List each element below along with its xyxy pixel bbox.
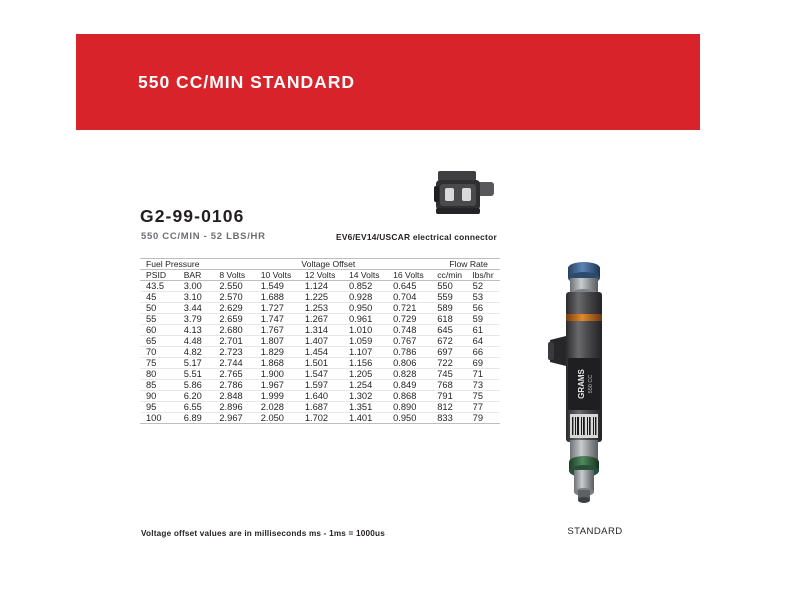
cell-10v: 1.807 <box>261 336 305 347</box>
cell-lbshr: 77 <box>473 402 500 413</box>
column-header-bar: BAR <box>184 270 220 281</box>
cell-lbshr: 59 <box>473 314 500 325</box>
cell-8v: 2.680 <box>219 325 260 336</box>
table-row <box>140 402 500 413</box>
column-header-16-volts: 16 Volts <box>393 270 437 281</box>
cell-8v: 2.629 <box>219 303 260 314</box>
table-row <box>140 303 500 314</box>
cell-16v: 0.806 <box>393 358 437 369</box>
injector-caption: STANDARD <box>567 526 623 537</box>
cell-psid: 75 <box>140 358 184 369</box>
cell-10v: 2.050 <box>261 413 305 424</box>
cell-10v: 1.829 <box>261 347 305 358</box>
cell-ccmin: 833 <box>437 413 472 424</box>
cell-10v: 1.727 <box>261 303 305 314</box>
cell-10v: 1.767 <box>261 325 305 336</box>
cell-lbshr: 56 <box>473 303 500 314</box>
cell-14v: 1.205 <box>349 369 393 380</box>
header-banner <box>76 34 700 130</box>
cell-16v: 0.729 <box>393 314 437 325</box>
cell-8v: 2.786 <box>219 380 260 391</box>
page-title: 550 CC/MIN STANDARD <box>138 72 356 92</box>
cell-lbshr: 69 <box>473 358 500 369</box>
cell-bar: 6.55 <box>184 402 220 413</box>
cell-12v: 1.702 <box>305 413 349 424</box>
injector-connector-icon <box>431 168 497 220</box>
cell-14v: 1.107 <box>349 347 393 358</box>
cell-psid: 90 <box>140 391 184 402</box>
cell-14v: 1.059 <box>349 336 393 347</box>
cell-psid: 100 <box>140 413 184 424</box>
cell-ccmin: 618 <box>437 314 472 325</box>
connector-caption: EV6/EV14/USCAR electrical connector <box>336 232 497 242</box>
cell-14v: 1.156 <box>349 358 393 369</box>
cell-bar: 3.44 <box>184 303 220 314</box>
cell-8v: 2.659 <box>219 314 260 325</box>
cell-bar: 3.00 <box>184 281 220 292</box>
cell-14v: 1.010 <box>349 325 393 336</box>
table-header-row <box>140 270 500 281</box>
cell-16v: 0.950 <box>393 413 437 424</box>
cell-14v: 0.852 <box>349 281 393 292</box>
cell-12v: 1.501 <box>305 358 349 369</box>
table-row <box>140 391 500 402</box>
table-row <box>140 292 500 303</box>
table-row <box>140 369 500 380</box>
cell-14v: 1.351 <box>349 402 393 413</box>
cell-16v: 0.748 <box>393 325 437 336</box>
cell-lbshr: 66 <box>473 347 500 358</box>
cell-16v: 0.704 <box>393 292 437 303</box>
cell-ccmin: 697 <box>437 347 472 358</box>
cell-10v: 1.999 <box>261 391 305 402</box>
column-header-lbs-hr: lbs/hr <box>473 270 500 281</box>
cell-lbshr: 53 <box>473 292 500 303</box>
cell-bar: 6.89 <box>184 413 220 424</box>
cell-16v: 0.828 <box>393 369 437 380</box>
cell-lbshr: 73 <box>473 380 500 391</box>
cell-psid: 80 <box>140 369 184 380</box>
cell-psid: 50 <box>140 303 184 314</box>
cell-psid: 70 <box>140 347 184 358</box>
injector-image <box>540 258 650 520</box>
cell-bar: 6.20 <box>184 391 220 402</box>
cell-10v: 1.900 <box>261 369 305 380</box>
cell-14v: 0.961 <box>349 314 393 325</box>
table-row <box>140 380 500 391</box>
cell-ccmin: 550 <box>437 281 472 292</box>
cell-lbshr: 79 <box>473 413 500 424</box>
cell-16v: 0.645 <box>393 281 437 292</box>
cell-8v: 2.570 <box>219 292 260 303</box>
cell-14v: 1.302 <box>349 391 393 402</box>
cell-psid: 65 <box>140 336 184 347</box>
cell-8v: 2.967 <box>219 413 260 424</box>
cell-16v: 0.721 <box>393 303 437 314</box>
part-number: G2-99-0106 <box>140 206 245 226</box>
cell-8v: 2.723 <box>219 347 260 358</box>
cell-ccmin: 672 <box>437 336 472 347</box>
table-row <box>140 325 500 336</box>
table-row <box>140 358 500 369</box>
spec-table <box>140 258 500 424</box>
cell-ccmin: 645 <box>437 325 472 336</box>
cell-psid: 55 <box>140 314 184 325</box>
table-group-header-row <box>140 259 500 270</box>
cell-10v: 2.028 <box>261 402 305 413</box>
cell-10v: 1.868 <box>261 358 305 369</box>
cell-psid: 60 <box>140 325 184 336</box>
svg-text:550 CC: 550 CC <box>588 374 594 394</box>
cell-psid: 95 <box>140 402 184 413</box>
cell-bar: 4.48 <box>184 336 220 347</box>
cell-bar: 5.17 <box>184 358 220 369</box>
cell-psid: 43.5 <box>140 281 184 292</box>
cell-10v: 1.967 <box>261 380 305 391</box>
cell-12v: 1.640 <box>305 391 349 402</box>
group-header-voltage-offset: Voltage Offset <box>219 259 437 270</box>
column-header-12-volts: 12 Volts <box>305 270 349 281</box>
column-header-10-volts: 10 Volts <box>261 270 305 281</box>
cell-bar: 3.79 <box>184 314 220 325</box>
cell-ccmin: 791 <box>437 391 472 402</box>
cell-8v: 2.744 <box>219 358 260 369</box>
cell-8v: 2.848 <box>219 391 260 402</box>
cell-12v: 1.253 <box>305 303 349 314</box>
cell-12v: 1.124 <box>305 281 349 292</box>
cell-16v: 0.868 <box>393 391 437 402</box>
table-row <box>140 413 500 424</box>
table-row <box>140 336 500 347</box>
cell-8v: 2.765 <box>219 369 260 380</box>
table-row <box>140 281 500 292</box>
cell-lbshr: 71 <box>473 369 500 380</box>
cell-bar: 3.10 <box>184 292 220 303</box>
cell-14v: 0.928 <box>349 292 393 303</box>
cell-16v: 0.890 <box>393 402 437 413</box>
cell-bar: 4.82 <box>184 347 220 358</box>
cell-ccmin: 812 <box>437 402 472 413</box>
cell-10v: 1.747 <box>261 314 305 325</box>
cell-lbshr: 75 <box>473 391 500 402</box>
cell-psid: 85 <box>140 380 184 391</box>
cell-16v: 0.849 <box>393 380 437 391</box>
cell-14v: 0.950 <box>349 303 393 314</box>
cell-8v: 2.550 <box>219 281 260 292</box>
cell-ccmin: 722 <box>437 358 472 369</box>
cell-8v: 2.701 <box>219 336 260 347</box>
column-header-14-volts: 14 Volts <box>349 270 393 281</box>
cell-ccmin: 559 <box>437 292 472 303</box>
cell-bar: 5.51 <box>184 369 220 380</box>
cell-psid: 45 <box>140 292 184 303</box>
svg-text:GRAMS: GRAMS <box>577 369 586 399</box>
table-body <box>140 281 500 424</box>
column-header-8-volts: 8 Volts <box>219 270 260 281</box>
cell-12v: 1.225 <box>305 292 349 303</box>
cell-lbshr: 61 <box>473 325 500 336</box>
cell-16v: 0.767 <box>393 336 437 347</box>
column-header-cc-min: cc/min <box>437 270 472 281</box>
cell-bar: 5.86 <box>184 380 220 391</box>
cell-12v: 1.454 <box>305 347 349 358</box>
cell-12v: 1.267 <box>305 314 349 325</box>
cell-10v: 1.549 <box>261 281 305 292</box>
cell-lbshr: 64 <box>473 336 500 347</box>
cell-12v: 1.687 <box>305 402 349 413</box>
cell-12v: 1.597 <box>305 380 349 391</box>
cell-8v: 2.896 <box>219 402 260 413</box>
cell-14v: 1.401 <box>349 413 393 424</box>
cell-12v: 1.547 <box>305 369 349 380</box>
cell-bar: 4.13 <box>184 325 220 336</box>
table-row <box>140 314 500 325</box>
footnote: Voltage offset values are in milliseconds ms - 1ms = 1000us <box>141 529 385 538</box>
cell-16v: 0.786 <box>393 347 437 358</box>
spec-table-wrap <box>140 258 500 424</box>
cell-10v: 1.688 <box>261 292 305 303</box>
cell-lbshr: 52 <box>473 281 500 292</box>
group-header-flow-rate: Flow Rate <box>437 259 500 270</box>
cell-ccmin: 589 <box>437 303 472 314</box>
cell-14v: 1.254 <box>349 380 393 391</box>
column-header-psid: PSID <box>140 270 184 281</box>
cell-ccmin: 745 <box>437 369 472 380</box>
cell-12v: 1.407 <box>305 336 349 347</box>
cell-ccmin: 768 <box>437 380 472 391</box>
group-header-fuel-pressure: Fuel Pressure <box>140 259 219 270</box>
table-row <box>140 347 500 358</box>
cell-12v: 1.314 <box>305 325 349 336</box>
part-subtitle: 550 CC/MIN - 52 LBS/HR <box>141 231 266 242</box>
